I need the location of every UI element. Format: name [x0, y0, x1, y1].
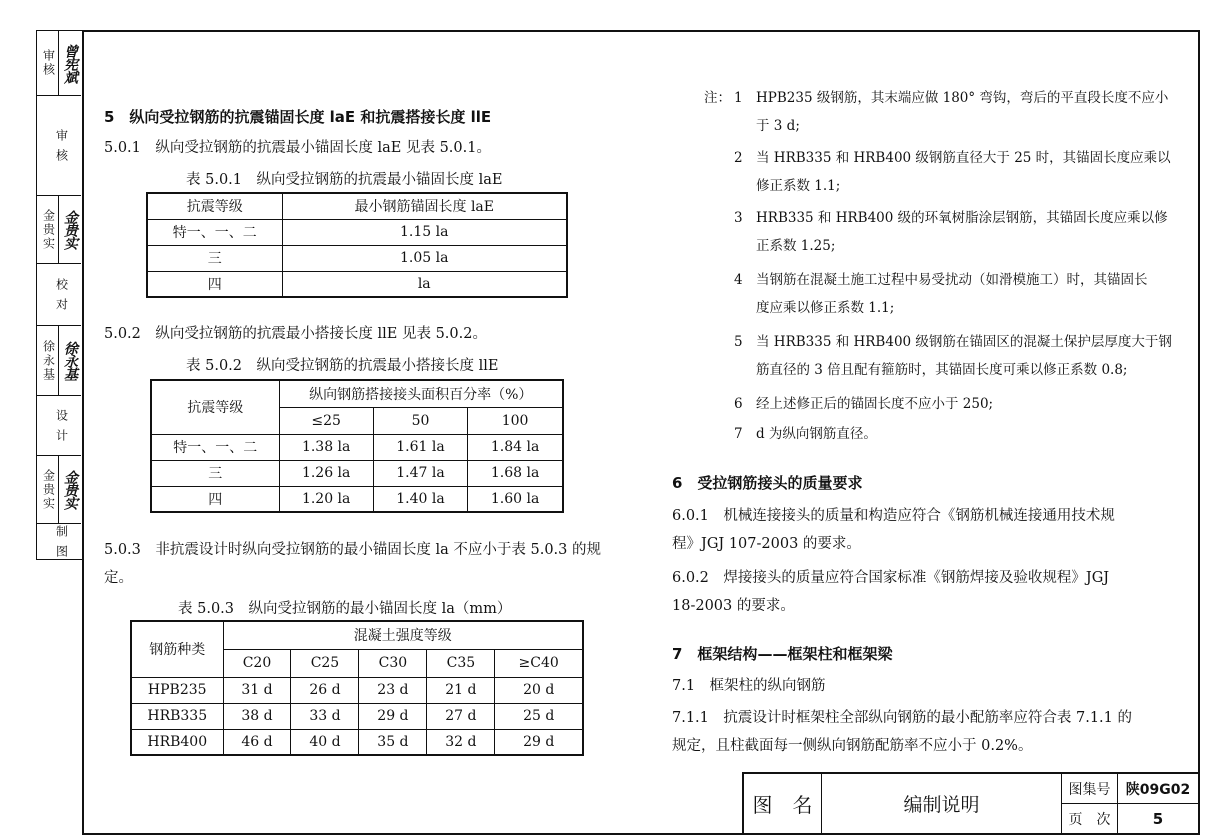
clause-6-0-1-line1: 6.0.1 机械连接接头的质量和构造应符合《钢筋机械连接通用技术规 [672, 508, 1115, 524]
table-cell: 特一、一、二 [151, 434, 279, 460]
note-line: HRB335 和 HRB400 级的环氧树脂涂层钢筋，其锚固长度应乘以修 [756, 210, 1168, 226]
table-cell: la [282, 271, 567, 297]
handwritten-signature: 徐永基 [62, 341, 78, 380]
table-5-0-1 [146, 192, 568, 298]
table-header: 钢筋种类 [131, 621, 223, 677]
table-cell: 23 d [359, 677, 427, 703]
table-cell: 32 d [427, 729, 495, 755]
table-cell: 1.05 la [282, 245, 567, 271]
table-header: 最小钢筋锚固长度 laE [282, 193, 567, 219]
note-line: 当 HRB335 和 HRB400 级钢筋直径大于 25 时，其锚固长度应乘以 [756, 150, 1171, 166]
handwritten-signature: 曾宪斌 [62, 43, 78, 83]
table-cell: 21 d [427, 677, 495, 703]
table-row [131, 677, 583, 703]
table-cell: 31 d [223, 677, 291, 703]
table-cell: 1.47 la [373, 460, 467, 486]
table-header: C20 [223, 649, 291, 677]
table-cell: 38 d [223, 703, 291, 729]
clause-7-1-1-line2: 规定，且柱截面每一侧纵向钢筋配筋率不应小于 0.2%。 [672, 738, 1033, 754]
note-number: 7 [734, 426, 743, 442]
table-cell: 29 d [359, 703, 427, 729]
page-number: 5 [1152, 809, 1164, 828]
clause-6-0-2-line1: 6.0.2 焊接接头的质量应符合国家标准《钢筋焊接及验收规程》JGJ [672, 570, 1110, 586]
table-5-0-3 [130, 620, 584, 756]
table-cell: 40 d [291, 729, 359, 755]
note-number: 6 [734, 396, 743, 412]
note-number: 3 [734, 210, 743, 226]
note-number: 2 [734, 150, 743, 166]
title-block [742, 772, 1198, 833]
section-5-heading: 5 纵向受拉钢筋的抗震锚固长度 laE 和抗震搭接长度 llE [104, 108, 492, 126]
note-number: 1 [734, 90, 743, 106]
signature-cell [37, 264, 81, 326]
table-row [151, 486, 563, 512]
table-header: 混凝土强度等级 [223, 621, 583, 649]
table-cell: 三 [151, 460, 279, 486]
handwritten-signature: 金贵实 [62, 210, 78, 249]
table-header: C35 [427, 649, 495, 677]
page-number-label: 页 次 [1062, 804, 1118, 833]
note-line: 修正系数 1.1; [756, 178, 841, 194]
note-line: HPB235 级钢筋，其末端应做 180° 弯钩，弯后的平直段长度不应小 [756, 90, 1169, 106]
table-cell: 29 d [495, 729, 583, 755]
drawing-name-label: 图 名 [744, 774, 822, 833]
note-line: 经上述修正后的锚固长度不应小于 250; [756, 396, 994, 412]
table-header: ≤25 [279, 407, 373, 434]
table-cell: 1.40 la [373, 486, 467, 512]
table-cell: HRB400 [131, 729, 223, 755]
table-row [131, 703, 583, 729]
role-label: 校 对 [54, 277, 69, 312]
table-cell: 25 d [495, 703, 583, 729]
signature-cell [37, 396, 81, 456]
clause-5-0-1: 5.0.1 纵向受拉钢筋的抗震最小锚固长度 laE 见表 5.0.1。 [104, 140, 491, 156]
table-header: 50 [373, 407, 467, 434]
role-label: 金贵实 [41, 208, 56, 251]
table-cell: HRB335 [131, 703, 223, 729]
table-cell: 四 [147, 271, 282, 297]
clause-6-0-1-line2: 程》JGJ 107-2003 的要求。 [672, 536, 861, 552]
table-cell: 1.60 la [468, 486, 563, 512]
table-header: 抗震等级 [147, 193, 282, 219]
note-number: 5 [734, 334, 743, 350]
note-line: 度应乘以修正系数 1.1; [756, 300, 895, 316]
note-line: 筋直径的 3 倍且配有箍筋时，其锚固长度可乘以修正系数 0.8; [756, 362, 1128, 378]
table-header: 抗震等级 [151, 380, 279, 434]
table-5-0-1-caption: 表 5.0.1 纵向受拉钢筋的抗震最小锚固长度 laE [186, 172, 503, 188]
table-header: C30 [359, 649, 427, 677]
table-cell: HPB235 [131, 677, 223, 703]
table-row [131, 729, 583, 755]
role-label: 金贵实 [41, 468, 56, 511]
table-cell: 1.68 la [468, 460, 563, 486]
note-line: 正系数 1.25; [756, 238, 836, 254]
table-header: 纵向钢筋搭接接头面积百分率（%） [279, 380, 563, 407]
role-label: 审核 [41, 49, 56, 77]
table-header: ≥C40 [495, 649, 583, 677]
table-cell: 1.84 la [468, 434, 563, 460]
table-row [151, 460, 563, 486]
table-cell: 特一、一、二 [147, 219, 282, 245]
notes-prefix: 注： [704, 90, 731, 106]
clause-5-0-3-line1: 5.0.3 非抗震设计时纵向受拉钢筋的最小锚固长度 la 不应小于表 5.0.3 的规 [104, 542, 602, 558]
atlas-number-label: 图集号 [1062, 774, 1118, 804]
clause-7-1-1-line1: 7.1.1 抗震设计时框架柱全部纵向钢筋的最小配筋率应符合表 7.1.1 的 [672, 710, 1133, 726]
table-cell: 四 [151, 486, 279, 512]
table-cell: 1.15 la [282, 219, 567, 245]
table-5-0-2 [150, 379, 564, 513]
table-row [147, 245, 567, 271]
signature-cell [37, 31, 81, 96]
table-cell: 33 d [291, 703, 359, 729]
signature-column [36, 30, 82, 560]
drawing-name: 编制说明 [822, 774, 1062, 833]
signature-cell [37, 326, 81, 396]
table-cell: 1.26 la [279, 460, 373, 486]
table-cell: 46 d [223, 729, 291, 755]
handwritten-signature: 金贵实 [62, 470, 78, 509]
table-cell: 1.20 la [279, 486, 373, 512]
table-5-0-3-caption: 表 5.0.3 纵向受拉钢筋的最小锚固长度 la（mm） [178, 601, 512, 617]
table-cell: 26 d [291, 677, 359, 703]
note-line: 于 3 d; [756, 118, 800, 134]
clause-6-0-2-line2: 18-2003 的要求。 [672, 598, 795, 614]
note-line: 当钢筋在混凝土施工过程中易受扰动（如滑模施工）时，其锚固长 [756, 272, 1148, 288]
clause-5-0-2: 5.0.2 纵向受拉钢筋的抗震最小搭接长度 llE 见表 5.0.2。 [104, 326, 487, 342]
section-7-heading: 7 框架结构——框架柱和框架梁 [672, 645, 893, 663]
table-5-0-2-caption: 表 5.0.2 纵向受拉钢筋的抗震最小搭接长度 llE [186, 358, 499, 374]
note-line: d 为纵向钢筋直径。 [756, 426, 877, 442]
table-cell: 三 [147, 245, 282, 271]
table-header: 100 [468, 407, 563, 434]
table-row [147, 219, 567, 245]
table-row [151, 434, 563, 460]
role-label: 审 核 [54, 128, 69, 163]
table-header: C25 [291, 649, 359, 677]
note-line: 当 HRB335 和 HRB400 级钢筋在锚固区的混凝土保护层厚度大于钢 [756, 334, 1172, 350]
table-cell: 1.38 la [279, 434, 373, 460]
table-row [147, 271, 567, 297]
clause-7-1: 7.1 框架柱的纵向钢筋 [672, 678, 826, 694]
table-cell: 1.61 la [373, 434, 467, 460]
table-cell: 35 d [359, 729, 427, 755]
signature-cell [37, 456, 81, 524]
role-label: 设 计 [54, 408, 69, 443]
signature-cell [37, 96, 81, 196]
role-label: 制 图 [54, 525, 69, 559]
signature-cell [37, 524, 81, 560]
section-6-heading: 6 受拉钢筋接头的质量要求 [672, 474, 863, 492]
atlas-number: 陕09G02 [1118, 774, 1198, 804]
role-label: 徐永基 [41, 339, 56, 382]
table-cell: 20 d [495, 677, 583, 703]
signature-cell [37, 196, 81, 264]
note-number: 4 [734, 272, 743, 288]
clause-5-0-3-line2: 定。 [104, 570, 133, 586]
table-cell: 27 d [427, 703, 495, 729]
